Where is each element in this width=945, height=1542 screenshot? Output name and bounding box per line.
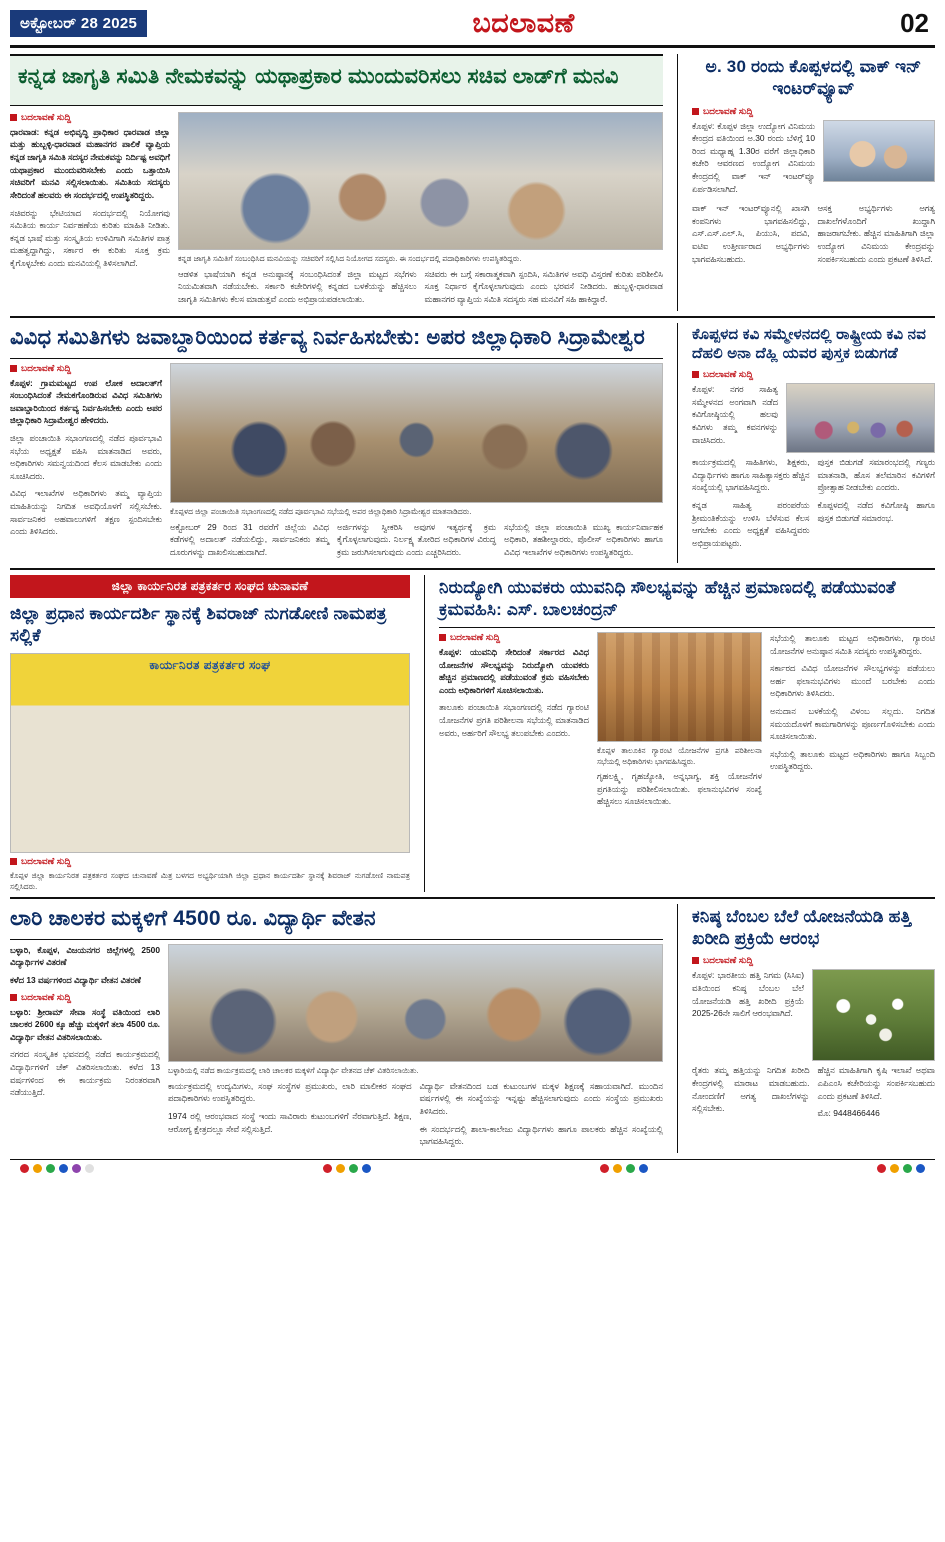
vertical-divider: [677, 54, 678, 311]
color-dot: [349, 1164, 358, 1173]
color-dot: [639, 1164, 648, 1173]
poetry-column-3: ಪುಸ್ತಕ ಬಿಡುಗಡೆ ಸಮಾರಂಭದಲ್ಲಿ ಗಣ್ಯರು ಮಾತನಾಡಿ, ಹೊಸ ತಲೆಮಾರಿನ ಕವಿಗಳಿಗೆ ಪ್ರೋತ್ಸಾಹ ನೀಡಬೇಕು ಎಂದರು. ಕೊಪ್ಪಳದಲ್ಲಿ ನಡೆದ ಕವಿಗೋಷ್ಠಿ ಹಾಗೂ ಪುಸ್ತಕ ಬಿಡುಗಡೆ ಸಮಾರಂಭ.: [817, 457, 935, 523]
dotgroup-right: [877, 1164, 925, 1173]
color-dot: [85, 1164, 94, 1173]
byline: [10, 112, 170, 123]
byline-label: ಬದಲಾವಣೆ ಸುದ್ದಿ: [450, 631, 501, 642]
press-byline: [10, 856, 410, 867]
headline-underline: [10, 939, 663, 940]
color-dot: [20, 1164, 29, 1173]
lead-column-3: ಆಡಳಿತ ಭಾಷೆಯಾಗಿ ಕನ್ನಡ ಅನುಷ್ಠಾನಕ್ಕೆ ಸಂಬಂಧಿಸಿದಂತೆ ಜಿಲ್ಲಾ ಮಟ್ಟದ ಸಭೆಗಳು ನಿಯಮಿತವಾಗಿ ನಡೆಯಬೇಕು. ಸರ್ಕಾರಿ ಕಚೇರಿಗಳಲ್ಲಿ ಕನ್ನಡದ ಬಳಕೆಯನ್ನು ಹೆಚ್ಚಿಸಲು ಜಾಗೃತಿ ಸಮಿತಿಗಳು ಕೆಲಸ ಮಾಡುತ್ತವೆ ಎಂದು ಅಭಿಪ್ರಾಯಪಡಲಾಯಿತು.: [178, 268, 417, 305]
lead-photo: [178, 112, 663, 250]
walkin-story: [692, 54, 935, 311]
byline-label: ಬದಲಾವಣೆ ಸುದ್ದಿ: [21, 991, 72, 1002]
youth-photo-caption: ಕೊಪ್ಪಳ ತಾಲೂಕಿನ ಗ್ಯಾರಂಟಿ ಯೋಜನೆಗಳ ಪ್ರಗತಿ ಪರಿಶೀಲನಾ ಸಭೆಯಲ್ಲಿ ಅಧಿಕಾರಿಗಳು ಭಾಗವಹಿಸಿದ್ದರು.: [597, 745, 762, 766]
color-registration-bar: [10, 1159, 935, 1173]
committee-story: [10, 323, 663, 564]
vertical-divider: [677, 323, 678, 564]
headline-underline: [10, 358, 663, 359]
color-dot: [59, 1164, 68, 1173]
section-rule: [10, 316, 935, 318]
poetry-photo: [786, 383, 935, 453]
walkin-photo: [823, 120, 935, 182]
lorry-column-3: ವಿದ್ಯಾರ್ಥಿ ವೇತನದಿಂದ ಬಡ ಕುಟುಂಬಗಳ ಮಕ್ಕಳ ಶಿಕ್ಷಣಕ್ಕೆ ಸಹಾಯವಾಗಿದೆ. ಮುಂದಿನ ವರ್ಷಗಳಲ್ಲಿ ಈ ಸಂಖ್ಯೆಯನ್ನು ಇನ್ನಷ್ಟು ಹೆಚ್ಚಿಸಲಾಗುವುದು ಎಂದು ಸಂಸ್ಥೆಯ ಪ್ರಮುಖರು ತಿಳಿಸಿದರು. ಈ ಸಂದರ್ಭದಲ್ಲಿ ಶಾಲಾ-ಕಾಲೇಜು ವಿದ್ಯಾರ್ಥಿಗಳು ಹಾಗೂ ಪಾಲಕರು ಹೆಚ್ಚಿನ ಸಂಖ್ಯೆಯಲ್ಲಿ ಭಾಗವಹಿಸಿದ್ದರು.: [419, 1080, 663, 1147]
press-photo-caption: ಕೊಪ್ಪಳ ಜಿಲ್ಲಾ ಕಾರ್ಯನಿರತ ಪತ್ರಕರ್ತರ ಸಂಘದ ಚುನಾವಣೆ ಮಿತ್ರ ಬಳಗದ ಅಭ್ಯರ್ಥಿಯಾಗಿ ಜಿಲ್ಲಾ ಪ್ರಧಾನ ಕಾರ್ಯದರ್ಶಿ ಸ್ಥಾನಕ್ಕೆ ಶಿವರಾಜ್ ನುಗಡೋಣಿ ನಾಮಪತ್ರ ಸಲ್ಲಿಸಿದರು.: [10, 870, 410, 891]
byline-label: ಬದಲಾವಣೆ ಸುದ್ದಿ: [21, 855, 72, 866]
byline-square-icon: [439, 634, 446, 641]
vertical-divider: [424, 575, 425, 892]
byline-label: ಬದಲಾವಣೆ ಸುದ್ದಿ: [703, 955, 754, 966]
byline-label: ಬದಲಾವಣೆ ಸುದ್ದಿ: [21, 362, 72, 373]
lead-column-4: ಸಚಿವರು ಈ ಬಗ್ಗೆ ಸಕಾರಾತ್ಮಕವಾಗಿ ಸ್ಪಂದಿಸಿ, ಸಮಿತಿಗಳ ಅವಧಿ ವಿಸ್ತರಣೆ ಕುರಿತು ಪರಿಶೀಲಿಸಿ ಸೂಕ್ತ ನಿರ್ಧಾರ ಕೈಗೊಳ್ಳಲಾಗುವುದು ಎಂದು ಭರವಸೆ ನೀಡಿದರು. ಹುಬ್ಬಳ್ಳಿ-ಧಾರವಾಡ ಮಹಾನಗರ ವ್ಯಾಪ್ತಿಯ ಸಮಿತಿ ಸದಸ್ಯರು ಸಹ ಮನವಿಗೆ ಸಹಿ ಹಾಕಿದ್ದಾರೆ.: [424, 268, 663, 305]
cotton-byline: [692, 955, 935, 966]
lead-photo-caption: ಕನ್ನಡ ಜಾಗೃತಿ ಸಮಿತಿಗೆ ಸಂಬಂಧಿಸಿದ ಮನವಿಯನ್ನು ಸಚಿವರಿಗೆ ಸಲ್ಲಿಸಿದ ನಿಯೋಗದ ಸದಸ್ಯರು. ಈ ಸಂದರ್ಭದಲ್ಲಿ ಪದಾಧಿಕಾರಿಗಳು ಉಪಸ್ಥಿತರಿದ್ದರು.: [178, 253, 522, 263]
lead-headline-band: [10, 54, 663, 106]
lead-headline: ಕನ್ನಡ ಜಾಗೃತಿ ಸಮಿತಿ ನೇಮಕವನ್ನು ಯಥಾಪ್ರಕಾರ ಮುಂದುವರಿಸಲು ಸಚಿವ ಲಾಡ್‌ಗೆ ಮನವಿ: [18, 65, 619, 88]
vertical-divider: [677, 904, 678, 1153]
lorry-column-1: ಬಳ್ಳಾರಿ: ಶ್ರೀರಾಮ್ ಸೇವಾ ಸಂಸ್ಥೆ ವತಿಯಿಂದ ಲಾರಿ ಚಾಲಕರ 2600 ಕ್ಕೂ ಹೆಚ್ಚು ಮಕ್ಕಳಿಗೆ ತಲಾ 4500 ರೂ. ವಿದ್ಯಾರ್ಥಿ ವೇತನ ವಿತರಿಸಲಾಯಿತು. ನಗರದ ಸಂಸ್ಕೃತಿಕ ಭವನದಲ್ಲಿ ನಡೆದ ಕಾರ್ಯಕ್ರಮದಲ್ಲಿ ವಿದ್ಯಾರ್ಥಿಗಳಿಗೆ ಚೆಕ್ ವಿತರಿಸಲಾಯಿತು. ಕಳೆದ 13 ವರ್ಷಗಳಿಂದ ಈ ಕಾರ್ಯಕ್ರಮ ನಿರಂತರವಾಗಿ ನಡೆಯುತ್ತಿದೆ.: [10, 1006, 160, 1098]
masthead: [10, 6, 935, 48]
walkin-column-2: ವಾಕ್ ಇನ್ ಇಂಟರ್‌ವ್ಯೂನಲ್ಲಿ ಖಾಸಗಿ ಕಂಪನಿಗಳು ಭಾಗವಹಿಸಲಿದ್ದು, ಎಸ್.ಎಸ್.ಎಲ್.ಸಿ, ಪಿಯುಸಿ, ಪದವಿ, ಐಟಿಐ ಉತ್ತೀರ್ಣರಾದ ಅಭ್ಯರ್ಥಿಗಳು ಭಾಗವಹಿಸಬಹುದು.: [692, 203, 810, 264]
press-band-label: ಜಿಲ್ಲಾ ಕಾರ್ಯನಿರತ ಪತ್ರಕರ್ತರ ಸಂಘದ ಚುನಾವಣೆ: [10, 575, 410, 598]
byline-square-icon: [10, 858, 17, 865]
walkin-column-1: ಕೊಪ್ಪಳ: ಕೊಪ್ಪಳ ಜಿಲ್ಲಾ ಉದ್ಯೋಗ ವಿನಿಮಯ ಕೇಂದ್ರದ ವತಿಯಿಂದ ಅ.30 ರಂದು ಬೆಳಿಗ್ಗೆ 10 ರಿಂದ ಮಧ್ಯಾಹ್ನ 1.30ರ ವರೆಗೆ ಜಿಲ್ಲಾಧಿಕಾರಿ ಕಚೇರಿ ಆವರಣದ ಉದ್ಯೋಗ ವಿನಿಮಯ ಕೇಂದ್ರದಲ್ಲಿ ವಾಕ್ ಇನ್ ಇಂಟರ್‌ವ್ಯೂ ಏರ್ಪಡಿಸಲಾಗಿದೆ.: [692, 120, 815, 194]
color-dot: [903, 1164, 912, 1173]
cotton-column-3: ಹೆಚ್ಚಿನ ಮಾಹಿತಿಗಾಗಿ ಕೃಷಿ ಇಲಾಖೆ ಅಥವಾ ಎಪಿಎಂಸಿ ಕಚೇರಿಯನ್ನು ಸಂಪರ್ಕಿಸಬಹುದು ಎಂದು ಪ್ರಕಟಣೆ ತಿಳಿಸಿದೆ. ಮೊ: 9448466446: [817, 1065, 935, 1119]
dotgroup-mid2: [600, 1164, 648, 1173]
youth-column-3: ಸಭೆಯಲ್ಲಿ ತಾಲೂಕು ಮಟ್ಟದ ಅಧಿಕಾರಿಗಳು, ಗ್ಯಾರಂಟಿ ಯೋಜನೆಗಳ ಅನುಷ್ಠಾನ ಸಮಿತಿ ಸದಸ್ಯರು ಉಪಸ್ಥಿತರಿದ್ದರು. ಸರ್ಕಾರದ ವಿವಿಧ ಯೋಜನೆಗಳ ಸೌಲಭ್ಯಗಳನ್ನು ಪಡೆಯಲು ಅರ್ಹ ಫಲಾನುಭವಿಗಳು ಮುಂದೆ ಬರಬೇಕು ಎಂದು ಅಧಿಕಾರಿಗಳು ತಿಳಿಸಿದರು. ಅನುದಾನ ಬಳಕೆಯಲ್ಲಿ ವಿಳಂಬ ಸಲ್ಲದು. ನಿಗದಿತ ಸಮಯದೊಳಗೆ ಕಾಮಗಾರಿಗಳನ್ನು ಪೂರ್ಣಗೊಳಿಸಬೇಕು ಎಂದು ಸೂಚಿಸಲಾಯಿತು. ಸಭೆಯಲ್ಲಿ ತಾಲೂಕು ಮಟ್ಟದ ಅಧಿಕಾರಿಗಳು ಹಾಗೂ ಸಿಬ್ಬಂದಿ ಉಪಸ್ಥಿತರಿದ್ದರು.: [770, 632, 935, 772]
bottom-section: [10, 904, 935, 1153]
color-dot: [916, 1164, 925, 1173]
committee-photo-caption: ಕೊಪ್ಪಳದ ಜಿಲ್ಲಾ ಪಂಚಾಯಿತಿ ಸಭಾಂಗಣದಲ್ಲಿ ನಡೆದ ಪೂರ್ವಭಾವಿ ಸಭೆಯಲ್ಲಿ ಅಪರ ಜಿಲ್ಲಾಧಿಕಾರಿ ಸಿದ್ರಾಮೇಶ್ವರ ಮಾತನಾಡಿದರು.: [170, 506, 472, 516]
byline-square-icon: [10, 994, 17, 1001]
walkin-headline: ಅ. 30 ರಂದು ಕೊಪ್ಪಳದಲ್ಲಿ ವಾಕ್ ಇನ್ ಇಂಟರ್‌ವ್ಯೂವ್: [705, 57, 922, 98]
cotton-photo: [812, 969, 935, 1061]
press-union-story: [10, 575, 410, 892]
color-dot: [877, 1164, 886, 1173]
lorry-subpoints: ಬಳ್ಳಾರಿ, ಕೊಪ್ಪಳ, ವಿಜಯನಗರ ಜಿಲ್ಲೆಗಳಲ್ಲಿ 2500 ವಿದ್ಯಾರ್ಥಿಗಳ ವಿತರಣೆ ಕಳೆದ 13 ವರ್ಷಗಳಿಂದ ವಿದ್ಯಾರ್ಥಿ ವೇತನ ವಿತರಣೆ: [10, 944, 160, 985]
poetry-headline: ಕೊಪ್ಪಳದ ಕವಿ ಸಮ್ಮೇಳನದಲ್ಲಿ ರಾಷ್ಟ್ರೀಯ ಕವಿ ನವ ದೆಹಲಿ ಅನಾ ದೆಹ್ಲಿ ಯವರ ಪುಸ್ತಕ ಬಿಡುಗಡೆ: [692, 325, 927, 362]
youth-column-1: ಕೊಪ್ಪಳ: ಯುವನಿಧಿ ಸೇರಿದಂತೆ ಸರ್ಕಾರದ ವಿವಿಧ ಯೋಜನೆಗಳ ಸೌಲಭ್ಯವನ್ನು ನಿರುದ್ಯೋಗಿ ಯುವಕರು ಹೆಚ್ಚಿನ ಪ್ರಮಾಣದಲ್ಲಿ ಪಡೆಯುವಂತೆ ಕ್ರಮ ವಹಿಸಬೇಕು ಎಂದು ಅಧಿಕಾರಿಗಳಿಗೆ ಸೂಚಿಸಲಾಯಿತು. ತಾಲೂಕು ಪಂಚಾಯಿತಿ ಸಭಾಂಗಣದಲ್ಲಿ ನಡೆದ ಗ್ಯಾರಂಟಿ ಯೋಜನೆಗಳ ಪ್ರಗತಿ ಪರಿಶೀಲನಾ ಸಭೆಯಲ್ಲಿ ಮಾತನಾಡಿದ ಅವರು, ಅರ್ಹರಿಗೆ ಸೌಲಭ್ಯ ತಲುಪಬೇಕು ಎಂದರು.: [439, 646, 589, 738]
committee-column-2: ಅಕ್ಟೋಬರ್ 29 ರಿಂದ 31 ರವರೆಗೆ ಜಿಲ್ಲೆಯ ವಿವಿಧ ಕಡೆಗಳಲ್ಲಿ ಅದಾಲತ್ ನಡೆಯಲಿದ್ದು, ಸಾರ್ವಜನಿಕರು ತಮ್ಮ ದೂರುಗಳನ್ನು ದಾಖಲಿಸಬಹುದಾಗಿದೆ.: [170, 521, 329, 557]
publication-date: ಅಕ್ಟೋಬರ್ 28 2025: [10, 10, 147, 37]
cotton-story: [692, 904, 935, 1153]
byline-label: ಬದಲಾವಣೆ ಸುದ್ದಿ: [703, 369, 754, 380]
poetry-byline: [692, 369, 935, 380]
section-rule: [10, 897, 935, 899]
third-section: [10, 575, 935, 892]
poetry-column-2: ಕಾರ್ಯಕ್ರಮದಲ್ಲಿ ಸಾಹಿತಿಗಳು, ಶಿಕ್ಷಕರು, ವಿದ್ಯಾರ್ಥಿಗಳು ಹಾಗೂ ಸಾಹಿತ್ಯಾಸಕ್ತರು ಹೆಚ್ಚಿನ ಸಂಖ್ಯೆಯಲ್ಲಿ ಭಾಗವಹಿಸಿದ್ದರು. ಕನ್ನಡ ಸಾಹಿತ್ಯ ಪರಂಪರೆಯ ಶ್ರೀಮಂತಿಕೆಯನ್ನು ಉಳಿಸಿ ಬೆಳೆಸುವ ಕೆಲಸ ಆಗಬೇಕು ಎಂದು ಅಧ್ಯಕ್ಷತೆ ವಹಿಸಿದ್ದವರು ಅಭಿಪ್ರಾಯಪಟ್ಟರು.: [692, 457, 810, 548]
lorry-photo: [168, 944, 663, 1062]
lorry-byline: [10, 992, 160, 1003]
dotgroup-mid1: [323, 1164, 371, 1173]
press-headline: ಜಿಲ್ಲಾ ಪ್ರಧಾನ ಕಾರ್ಯದರ್ಶಿ ಸ್ಥಾನಕ್ಕೆ ಶಿವರಾಜ್ ನುಗಡೋಣಿ ನಾಮಪತ್ರ ಸಲ್ಲಿಕೆ: [10, 604, 387, 646]
lead-story: [10, 54, 663, 311]
press-photo-banner-text: ಕಾರ್ಯನಿರತ ಪತ್ರಕರ್ತರ ಸಂಘ: [149, 657, 271, 672]
youth-byline: [439, 632, 589, 643]
press-photo: [10, 653, 410, 853]
byline-square-icon: [10, 365, 17, 372]
color-dot: [626, 1164, 635, 1173]
headline-underline: [439, 627, 935, 628]
color-dot: [362, 1164, 371, 1173]
youth-photo: [597, 632, 762, 742]
color-dot: [613, 1164, 622, 1173]
color-dot: [600, 1164, 609, 1173]
youth-column-2: ಗೃಹಲಕ್ಷ್ಮಿ, ಗೃಹಜ್ಯೋತಿ, ಅನ್ನಭಾಗ್ಯ, ಶಕ್ತಿ ಯೋಜನೆಗಳ ಪ್ರಗತಿಯನ್ನು ಪರಿಶೀಲಿಸಲಾಯಿತು. ಫಲಾನುಭವಿಗಳ ಸಂಖ್ಯೆ ಹೆಚ್ಚಿಸಲು ಸೂಚಿಸಲಾಯಿತು.: [597, 770, 762, 807]
lead-column-1: ಧಾರವಾಡ: ಕನ್ನಡ ಅಭಿವೃದ್ಧಿ ಪ್ರಾಧಿಕಾರ ಧಾರವಾಡ ಜಿಲ್ಲಾ ಮತ್ತು ಹುಬ್ಬಳ್ಳಿ-ಧಾರವಾಡ ಮಹಾನಗರ ಪಾಲಿಕೆ ವ್ಯಾಪ್ತಿಯ ಕನ್ನಡ ಜಾಗೃತಿ ಸಮಿತಿ ಸದಸ್ಯರ ನೇಮಕವನ್ನು ನಿರ್ದಿಷ್ಟ ಅವಧಿಗೆ ಯಥಾಪ್ರಕಾರ ಮುಂದುವರಿಸಬೇಕು ಎಂದು ಒತ್ತಾಯಿಸಿ ಸಚಿವರಿಗೆ ಮನವಿ ಸಲ್ಲಿಸಲಾಯಿತು. ಸಮಿತಿಯ ಸದಸ್ಯರು ಸೇರಿದಂತೆ ಹಲವರು ಈ ಸಂದರ್ಭದಲ್ಲಿ ಉಪಸ್ಥಿತರಿದ್ದರು. ಸಚಿವರನ್ನು ಭೇಟಿಯಾದ ಸಂದರ್ಭದಲ್ಲಿ ನಿಯೋಗವು ಸಮಿತಿಯ ಕಾರ್ಯ ನಿರ್ವಹಣೆಯ ಕುರಿತು ಮಾಹಿತಿ ನೀಡಿತು. ಕನ್ನಡ ಭಾಷೆ ಮತ್ತು ಸಂಸ್ಕೃತಿಯ ಉಳಿವಿಗಾಗಿ ಸಮಿತಿಗಳ ಪಾತ್ರ ಮಹತ್ವದ್ದಾಗಿದ್ದು, ಸರ್ಕಾರ ಈ ಕುರಿತು ಸೂಕ್ತ ಕ್ರಮ ಕೈಗೊಳ್ಳಬೇಕು ಎಂದು ಮನವಿಯಲ್ಲಿ ತಿಳಿಸಲಾಗಿದೆ.: [10, 126, 170, 268]
committee-byline: [10, 363, 162, 374]
committee-column-1: ಕೊಪ್ಪಳ: ಗ್ರಾಮಮಟ್ಟದ ಉಪ ಲೋಕ ಅದಾಲತ್‌ಗೆ ಸಂಬಂಧಿಸಿದಂತೆ ನೇಮಕಗೊಂಡಿರುವ ವಿವಿಧ ಸಮಿತಿಗಳು ಜವಾಬ್ದಾರಿಯಿಂದ ಕರ್ತವ್ಯ ನಿರ್ವಹಿಸಬೇಕು ಎಂದು ಅಪರ ಜಿಲ್ಲಾಧಿಕಾರಿ ಸಿದ್ರಾಮೇಶ್ವರ ಹೇಳಿದರು. ಜಿಲ್ಲಾ ಪಂಚಾಯಿತಿ ಸಭಾಂಗಣದಲ್ಲಿ ನಡೆದ ಪೂರ್ವಭಾವಿ ಸಭೆಯ ಅಧ್ಯಕ್ಷತೆ ವಹಿಸಿ ಮಾತನಾಡಿದ ಅವರು, ಅಧಿಕಾರಿಗಳು ಸಮನ್ವಯದಿಂದ ಕೆಲಸ ಮಾಡಬೇಕು ಎಂದು ಸೂಚಿಸಿದರು. ವಿವಿಧ ಇಲಾಖೆಗಳ ಅಧಿಕಾರಿಗಳು ತಮ್ಮ ವ್ಯಾಪ್ತಿಯ ಮಾಹಿತಿಯನ್ನು ನಿಗದಿತ ಅವಧಿಯೊಳಗೆ ಸಲ್ಲಿಸಬೇಕು. ಸಾರ್ವಜನಿಕರ ಅಹವಾಲುಗಳಿಗೆ ತಕ್ಷಣ ಸ್ಪಂದಿಸಬೇಕು ಎಂದು ತಿಳಿಸಿದರು.: [10, 377, 162, 537]
byline-square-icon: [692, 957, 699, 964]
byline-label: ಬದಲಾವಣೆ ಸುದ್ದಿ: [21, 111, 72, 122]
walkin-column-3: ಆಸಕ್ತ ಅಭ್ಯರ್ಥಿಗಳು ಅಗತ್ಯ ದಾಖಲೆಗಳೊಂದಿಗೆ ಖುದ್ದಾಗಿ ಹಾಜರಾಗಬೇಕು. ಹೆಚ್ಚಿನ ಮಾಹಿತಿಗಾಗಿ ಜಿಲ್ಲಾ ಉದ್ಯೋಗ ವಿನಿಮಯ ಕೇಂದ್ರವನ್ನು ಸಂಪರ್ಕಿಸಬಹುದು ಎಂದು ಪ್ರಕಟಣೆ ತಿಳಿಸಿದೆ.: [817, 203, 935, 264]
poetry-column-1: ಕೊಪ್ಪಳ: ನಗರ ಸಾಹಿತ್ಯ ಸಮ್ಮೇಳನದ ಅಂಗವಾಗಿ ನಡೆದ ಕವಿಗೋಷ್ಠಿಯಲ್ಲಿ ಹಲವು ಕವಿಗಳು ತಮ್ಮ ಕವನಗಳನ್ನು ವಾಚಿಸಿದರು.: [692, 384, 778, 445]
lorry-headline: ಲಾರಿ ಚಾಲಕರ ಮಕ್ಕಳಿಗೆ 4500 ರೂ. ವಿದ್ಯಾರ್ಥಿ ವೇತನ: [10, 906, 376, 930]
byline-square-icon: [10, 114, 17, 121]
cotton-column-1: ಕೊಪ್ಪಳ: ಭಾರತೀಯ ಹತ್ತಿ ನಿಗಮ (ಸಿಸಿಐ) ವತಿಯಿಂದ ಕನಿಷ್ಠ ಬೆಂಬಲ ಬೆಲೆ ಯೋಜನೆಯಡಿ ಹತ್ತಿ ಖರೀದಿ ಪ್ರಕ್ರಿಯೆ 2025-26ನೇ ಸಾಲಿಗೆ ಆರಂಭವಾಗಿದೆ.: [692, 970, 804, 1019]
color-dot: [336, 1164, 345, 1173]
lorry-story: [10, 904, 663, 1153]
poetry-story: [692, 323, 935, 564]
lorry-photo-caption: ಬಳ್ಳಾರಿಯಲ್ಲಿ ನಡೆದ ಕಾರ್ಯಕ್ರಮದಲ್ಲಿ ಲಾರಿ ಚಾಲಕರ ಮಕ್ಕಳಿಗೆ ವಿದ್ಯಾರ್ಥಿ ವೇತನದ ಚೆಕ್ ವಿತರಿಸಲಾಯಿತು.: [168, 1065, 419, 1075]
color-dot: [890, 1164, 899, 1173]
paper-title: ಬದಲಾವಣೆ: [472, 7, 575, 38]
page-number: 02: [900, 8, 929, 38]
color-dot: [33, 1164, 42, 1173]
byline-label: ಬದಲಾವಣೆ ಸುದ್ದಿ: [703, 105, 754, 116]
cotton-headline: ಕನಿಷ್ಠ ಬೆಂಬಲ ಬೆಲೆ ಯೋಜನೆಯಡಿ ಹತ್ತಿ ಖರೀದಿ ಪ್ರಕ್ರಿಯೆ ಆರಂಭ: [692, 906, 912, 948]
committee-photo: [170, 363, 663, 503]
top-section: [10, 54, 935, 311]
dotgroup-left: [20, 1164, 94, 1173]
committee-headline: ವಿವಿಧ ಸಮಿತಿಗಳು ಜವಾಬ್ದಾರಿಯಿಂದ ಕರ್ತವ್ಯ ನಿರ್ವಹಿಸಬೇಕು: ಅಪರ ಜಿಲ್ಲಾಧಿಕಾರಿ ಸಿದ್ರಾಮೇಶ್ವರ: [10, 325, 645, 349]
cotton-column-2: ರೈತರು ತಮ್ಮ ಹತ್ತಿಯನ್ನು ನಿಗದಿತ ಖರೀದಿ ಕೇಂದ್ರಗಳಲ್ಲಿ ಮಾರಾಟ ಮಾಡಬಹುದು. ನೋಂದಣಿಗೆ ಅಗತ್ಯ ದಾಖಲೆಗಳನ್ನು ಸಲ್ಲಿಸಬೇಕು.: [692, 1065, 810, 1114]
section-rule: [10, 568, 935, 570]
color-dot: [323, 1164, 332, 1173]
lorry-column-2: ಕಾರ್ಯಕ್ರಮದಲ್ಲಿ ಉದ್ಯಮಿಗಳು, ಸಂಘ ಸಂಸ್ಥೆಗಳ ಪ್ರಮುಖರು, ಲಾರಿ ಮಾಲೀಕರ ಸಂಘದ ಪದಾಧಿಕಾರಿಗಳು ಉಪಸ್ಥಿತರಿದ್ದರು. 1974 ರಲ್ಲಿ ಆರಂಭವಾದ ಸಂಸ್ಥೆ ಇಂದು ಸಾವಿರಾರು ಕುಟುಂಬಗಳಿಗೆ ನೆರವಾಗುತ್ತಿದೆ. ಶಿಕ್ಷಣ, ಆರೋಗ್ಯ ಕ್ಷೇತ್ರದಲ್ಲೂ ಸೇವೆ ಸಲ್ಲಿಸುತ್ತಿದೆ.: [168, 1080, 412, 1134]
youth-story: [439, 575, 935, 892]
byline-square-icon: [692, 371, 699, 378]
color-dot: [46, 1164, 55, 1173]
second-section: [10, 323, 935, 564]
youth-headline: ನಿರುದ್ಯೋಗಿ ಯುವಕರು ಯುವನಿಧಿ ಸೌಲಭ್ಯವನ್ನು ಹೆಚ್ಚಿನ ಪ್ರಮಾಣದಲ್ಲಿ ಪಡೆಯುವಂತೆ ಕ್ರಮವಹಿಸಿ: ಎಸ್. ಬಾಲಚಂದ್ರನ್: [439, 578, 896, 620]
byline-square-icon: [692, 108, 699, 115]
committee-column-3: ಅರ್ಜಿಗಳನ್ನು ಸ್ವೀಕರಿಸಿ ಅವುಗಳ ಇತ್ಯರ್ಥಕ್ಕೆ ಕ್ರಮ ಕೈಗೊಳ್ಳಲಾಗುವುದು. ನಿರ್ಲಕ್ಷ್ಯ ತೋರಿದ ಅಧಿಕಾರಿಗಳ ವಿರುದ್ಧ ಕ್ರಮ ಜರುಗಿಸಲಾಗುವುದು ಎಂದು ಎಚ್ಚರಿಸಿದರು.: [337, 521, 496, 557]
committee-column-4: ಸಭೆಯಲ್ಲಿ ಜಿಲ್ಲಾ ಪಂಚಾಯಿತಿ ಮುಖ್ಯ ಕಾರ್ಯನಿರ್ವಾಹಕ ಅಧಿಕಾರಿ, ತಹಶೀಲ್ದಾರರು, ಪೊಲೀಸ್ ಅಧಿಕಾರಿಗಳು ಹಾಗೂ ವಿವಿಧ ಇಲಾಖೆಗಳ ಅಧಿಕಾರಿಗಳು ಉಪಸ್ಥಿತರಿದ್ದರು.: [504, 521, 663, 557]
walkin-byline: [692, 106, 935, 117]
color-dot: [72, 1164, 81, 1173]
